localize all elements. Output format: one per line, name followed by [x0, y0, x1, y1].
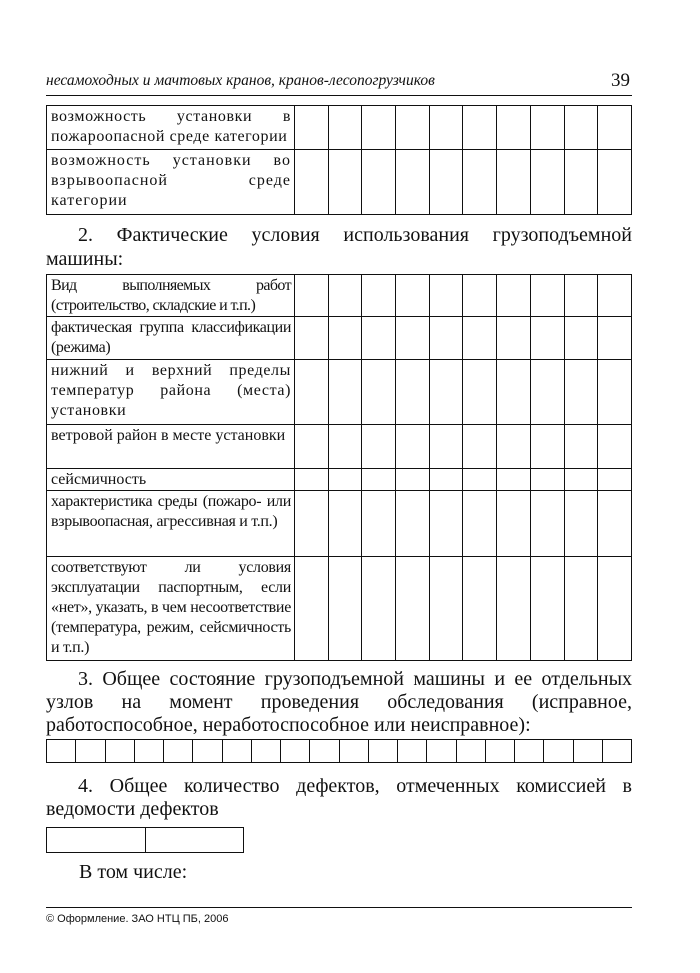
table-cell[interactable] [598, 275, 632, 317]
state-entry-boxes [46, 739, 632, 763]
row-label: соответствуют ли условия эксплуатации паспортным, если «нет», указать, в чем несоответствие (температура, режим, сейсмичность и т.п.) [47, 557, 295, 661]
table-cell[interactable] [530, 557, 564, 661]
table-cell[interactable] [598, 557, 632, 661]
table-cell[interactable] [598, 317, 632, 360]
table-cell[interactable] [295, 150, 329, 215]
entry-box[interactable] [134, 740, 163, 763]
table-cell[interactable] [362, 469, 396, 491]
entry-box[interactable] [456, 740, 485, 763]
table-cell[interactable] [295, 106, 329, 150]
entry-box[interactable] [222, 740, 251, 763]
table-cell[interactable] [429, 360, 463, 425]
table-row [47, 557, 632, 661]
table-cell[interactable] [564, 469, 598, 491]
table-top [46, 105, 632, 215]
table-cell[interactable] [328, 317, 362, 360]
table-cell[interactable] [497, 425, 531, 469]
table-cell[interactable] [564, 150, 598, 215]
table-cell[interactable] [497, 106, 531, 150]
table-cell[interactable] [463, 106, 497, 150]
table-cell[interactable] [429, 557, 463, 661]
including-label: В том числе: [79, 861, 188, 883]
table-cell[interactable] [396, 317, 430, 360]
table-cell[interactable] [362, 491, 396, 557]
table-cell[interactable] [362, 360, 396, 425]
table-cell[interactable] [429, 469, 463, 491]
table-cell[interactable] [497, 360, 531, 425]
table-cell[interactable] [463, 150, 497, 215]
table-cell[interactable] [530, 425, 564, 469]
entry-box[interactable] [515, 740, 544, 763]
table-cell[interactable] [564, 360, 598, 425]
table-row [47, 317, 632, 360]
table-cell[interactable] [295, 491, 329, 557]
section-2-heading: 2. Фактические условия использования грузоподъемной машины: [46, 224, 632, 270]
table-row [47, 275, 632, 317]
entry-box[interactable] [339, 740, 368, 763]
row-label: возможность установки во взрывоопасной среде категории [47, 150, 295, 215]
table-cell[interactable] [295, 317, 329, 360]
table-cell[interactable] [396, 557, 430, 661]
table-cell[interactable] [396, 425, 430, 469]
row-label: нижний и верхний пределы температур района (места) установки [47, 360, 295, 425]
table-cell[interactable] [463, 425, 497, 469]
table-cell[interactable] [598, 425, 632, 469]
table-cell[interactable] [463, 491, 497, 557]
table-cell[interactable] [598, 469, 632, 491]
table-cell[interactable] [497, 491, 531, 557]
row-label: сейсмичность [47, 469, 295, 491]
table-cell[interactable] [497, 469, 531, 491]
table-cell[interactable] [328, 275, 362, 317]
table-cell[interactable] [362, 425, 396, 469]
entry-box[interactable] [76, 740, 105, 763]
table-row [47, 740, 632, 763]
table-cell[interactable] [530, 469, 564, 491]
table-cell[interactable] [530, 150, 564, 215]
table-cell[interactable] [429, 150, 463, 215]
entry-box[interactable] [145, 828, 244, 853]
table-cell[interactable] [497, 557, 531, 661]
table-cell[interactable] [429, 106, 463, 150]
table-cell[interactable] [362, 275, 396, 317]
actual-conditions-table [46, 274, 632, 661]
entry-box[interactable] [573, 740, 602, 763]
table-cell[interactable] [598, 150, 632, 215]
entry-box[interactable] [193, 740, 222, 763]
table-cell[interactable] [396, 491, 430, 557]
table-cell[interactable] [463, 317, 497, 360]
table-cell[interactable] [328, 425, 362, 469]
header-rule [46, 95, 632, 96]
table-cell[interactable] [598, 360, 632, 425]
row-label: характеристика среды (пожаро- или взрывоопасная, агрессивная и т.п.) [47, 491, 295, 557]
table-cell[interactable] [429, 491, 463, 557]
table-row [47, 469, 632, 491]
table-cell[interactable] [497, 150, 531, 215]
table-row [47, 150, 632, 215]
table-row [47, 828, 244, 853]
table-cell[interactable] [497, 317, 531, 360]
table-cell[interactable] [564, 317, 598, 360]
section-4-text: 4. Общее количество дефектов, отмеченных комиссией в ведомости дефектов [46, 775, 632, 820]
row-label: ветровой район в месте установки [47, 425, 295, 469]
table-cell[interactable] [328, 491, 362, 557]
entry-box[interactable] [368, 740, 397, 763]
table-cell[interactable] [598, 491, 632, 557]
footer-rule [46, 907, 632, 908]
table-cell[interactable] [530, 360, 564, 425]
table-cell[interactable] [295, 557, 329, 661]
table-cell[interactable] [328, 557, 362, 661]
entry-box[interactable] [47, 828, 146, 853]
table-cell[interactable] [328, 150, 362, 215]
row-label: фактическая группа классификации (режима) [47, 317, 295, 360]
entry-box[interactable] [602, 740, 631, 763]
table-cell[interactable] [295, 360, 329, 425]
entry-box[interactable] [427, 740, 456, 763]
table-row [47, 106, 632, 150]
table-cell[interactable] [362, 150, 396, 215]
table-cell[interactable] [598, 106, 632, 150]
entry-box[interactable] [105, 740, 134, 763]
table-cell[interactable] [295, 469, 329, 491]
running-header [46, 70, 632, 96]
entry-box[interactable] [47, 740, 76, 763]
table-cell[interactable] [362, 317, 396, 360]
table-cell[interactable] [295, 275, 329, 317]
table-cell[interactable] [328, 106, 362, 150]
entry-box[interactable] [398, 740, 427, 763]
entry-box[interactable] [544, 740, 573, 763]
row-label: Вид выполняемых работ (строительство, складские и т.п.) [47, 275, 295, 317]
table-cell[interactable] [530, 275, 564, 317]
table-cell[interactable] [564, 491, 598, 557]
table-cell[interactable] [328, 360, 362, 425]
table-cell[interactable] [564, 557, 598, 661]
running-header-title: несамоходных и мачтовых кранов, кранов-лесопогрузчиков [46, 72, 435, 89]
table-row [47, 360, 632, 425]
table-cell[interactable] [429, 275, 463, 317]
entry-box[interactable] [310, 740, 339, 763]
entry-box[interactable] [164, 740, 193, 763]
table-cell[interactable] [396, 469, 430, 491]
table-cell[interactable] [429, 317, 463, 360]
table-cell[interactable] [362, 106, 396, 150]
table-cell[interactable] [295, 425, 329, 469]
entry-box[interactable] [485, 740, 514, 763]
table-cell[interactable] [463, 469, 497, 491]
table-cell[interactable] [564, 106, 598, 150]
table-cell[interactable] [564, 275, 598, 317]
defect-count-boxes [46, 827, 244, 853]
table-cell[interactable] [497, 275, 531, 317]
section-3-text: 3. Общее состояние грузоподъемной машины и ее отдельных узлов на момент проведения обследования (исправное, работоспособное, неработоспособное или неисправное): [46, 668, 632, 736]
table-cell[interactable] [396, 106, 430, 150]
table-cell[interactable] [429, 425, 463, 469]
row-label: возможность установки в пожароопасной среде категории [47, 106, 295, 150]
table-cell[interactable] [530, 317, 564, 360]
entry-box[interactable] [281, 740, 310, 763]
table-cell[interactable] [396, 360, 430, 425]
table-cell[interactable] [463, 360, 497, 425]
table-cell[interactable] [396, 275, 430, 317]
table-row [47, 425, 632, 469]
table-cell[interactable] [396, 150, 430, 215]
table-cell[interactable] [463, 275, 497, 317]
table-row [47, 491, 632, 557]
page-number: 39 [611, 70, 630, 91]
table-cell[interactable] [328, 469, 362, 491]
table-cell[interactable] [530, 491, 564, 557]
footer-copyright: © Оформление. ЗАО НТЦ ПБ, 2006 [46, 913, 229, 925]
table-cell[interactable] [530, 106, 564, 150]
entry-box[interactable] [251, 740, 280, 763]
table-cell[interactable] [564, 425, 598, 469]
table-cell[interactable] [463, 557, 497, 661]
table-cell[interactable] [362, 557, 396, 661]
